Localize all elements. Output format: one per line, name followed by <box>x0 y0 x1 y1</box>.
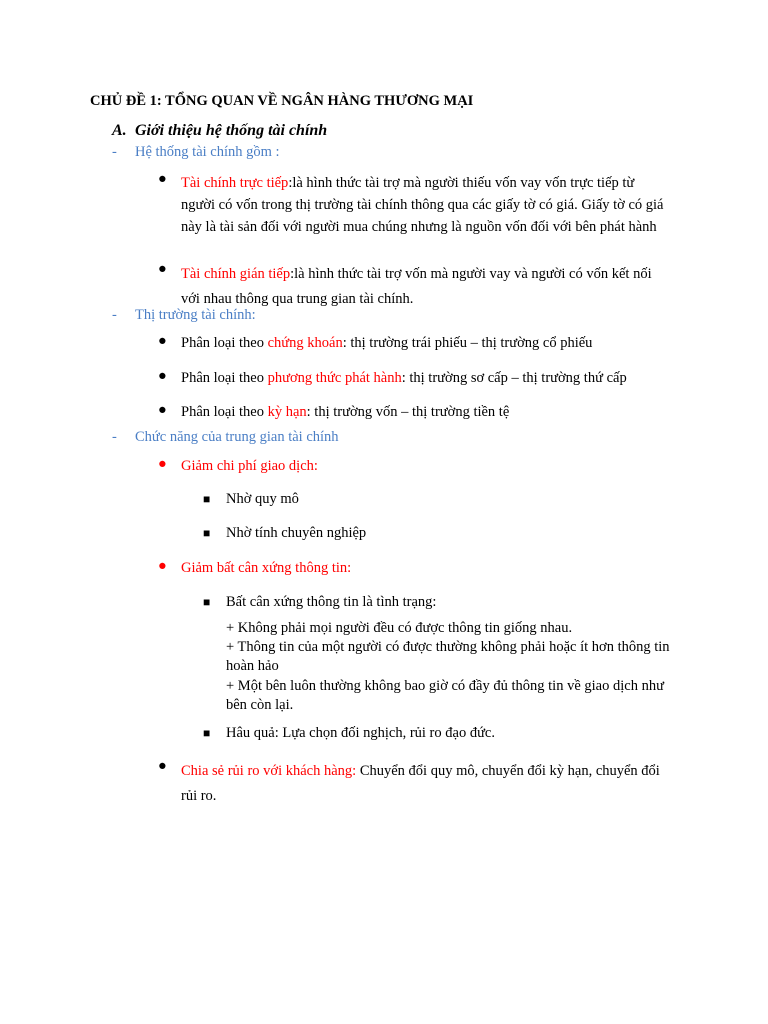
item-prefix: Phân loại theo <box>181 404 268 420</box>
round-bullet-icon: ● <box>158 456 167 472</box>
dash-marker: - <box>112 429 117 445</box>
sub-item-text: Nhờ tính chuyên nghiệp <box>226 525 367 541</box>
group3-heading <box>112 429 339 446</box>
function-label: Chia sẻ rủi ro với khách hàng: <box>181 763 357 779</box>
group3-heading-text: Chức năng của trung gian tài chính <box>135 429 339 445</box>
dash-marker: - <box>112 144 117 160</box>
term: Tài chính trực tiếp <box>181 175 289 191</box>
item-prefix: Phân loại theo <box>181 335 268 351</box>
plus-note: + Một bên luôn thường không bao giờ có đầy đủ thông tin về giao dịch như bên còn lại. <box>226 677 664 713</box>
round-bullet-icon: ● <box>158 171 167 187</box>
section-a-heading <box>112 122 327 140</box>
term: Tài chính gián tiếp <box>181 266 291 282</box>
sub-item-text: Nhờ quy mô <box>226 491 299 507</box>
item-text: :là hình thức tài trợ vốn mà người vay và người có vốn kết nối với nhau thông qua trung gian tài chính. <box>181 266 652 307</box>
item-text: Chuyển đổi quy mô, chuyển đổi kỳ hạn, chuyển đổi rủi ro. <box>181 763 660 804</box>
group1-heading <box>112 144 280 161</box>
sub-item-text: Hâu quả: Lựa chọn đối nghịch, rủi ro đạo đức. <box>226 725 495 741</box>
square-bullet-icon: ■ <box>203 595 211 609</box>
term: kỳ hạn <box>267 404 307 420</box>
function-label: Giảm bất cân xứng thông tin: <box>181 560 352 576</box>
round-bullet-icon: ● <box>158 758 167 774</box>
round-bullet-icon: ● <box>158 558 167 574</box>
function-label: Giảm chi phí giao dịch: <box>181 458 318 474</box>
sub-item-text: Bất cân xứng thông tin là tình trạng: <box>226 594 437 610</box>
term: phương thức phát hành <box>267 370 402 386</box>
round-bullet-icon: ● <box>158 261 167 277</box>
plus-notes <box>226 619 671 715</box>
square-bullet-icon: ■ <box>203 492 211 506</box>
section-a-title: Giới thiệu hệ thống tài chính <box>135 122 328 139</box>
square-bullet-icon: ■ <box>203 726 211 740</box>
round-bullet-icon: ● <box>158 333 167 349</box>
group1-heading-text: Hệ thống tài chính gồm : <box>135 144 280 160</box>
round-bullet-icon: ● <box>158 368 167 384</box>
group2-heading <box>112 307 256 324</box>
item-text: :là hình thức tài trợ mà người thiếu vốn vay vốn trực tiếp từ người có vốn trong thị trường tài chính thông qua các giấy tờ có giá. Giấy tờ có giá này là tài sản đối với người mua chúng nhưng là nguồn vốn đối với bên phát hành <box>181 175 664 235</box>
item-text: : thị trường sơ cấp – thị trường thứ cấp <box>401 370 627 386</box>
item-text: : thị trường vốn – thị trường tiền tệ <box>306 404 510 420</box>
term: chứng khoán <box>267 335 343 351</box>
plus-note: + Không phải mọi người đều có được thông tin giống nhau. <box>226 620 573 636</box>
item-prefix: Phân loại theo <box>181 370 268 386</box>
section-a-letter: A. <box>112 122 127 139</box>
document-title: CHỦ ĐỀ 1: TỔNG QUAN VỀ NGÂN HÀNG THƯƠNG MẠI <box>90 93 474 109</box>
round-bullet-icon: ● <box>158 402 167 418</box>
item-text: : thị trường trái phiếu – thị trường cổ phiếu <box>342 335 593 351</box>
square-bullet-icon: ■ <box>203 526 211 540</box>
dash-marker: - <box>112 307 117 323</box>
group2-heading-text: Thị trường tài chính: <box>135 307 256 323</box>
plus-note: + Thông tin của một người có được thường không phải hoặc ít hơn thông tin hoàn hảo <box>226 639 670 675</box>
